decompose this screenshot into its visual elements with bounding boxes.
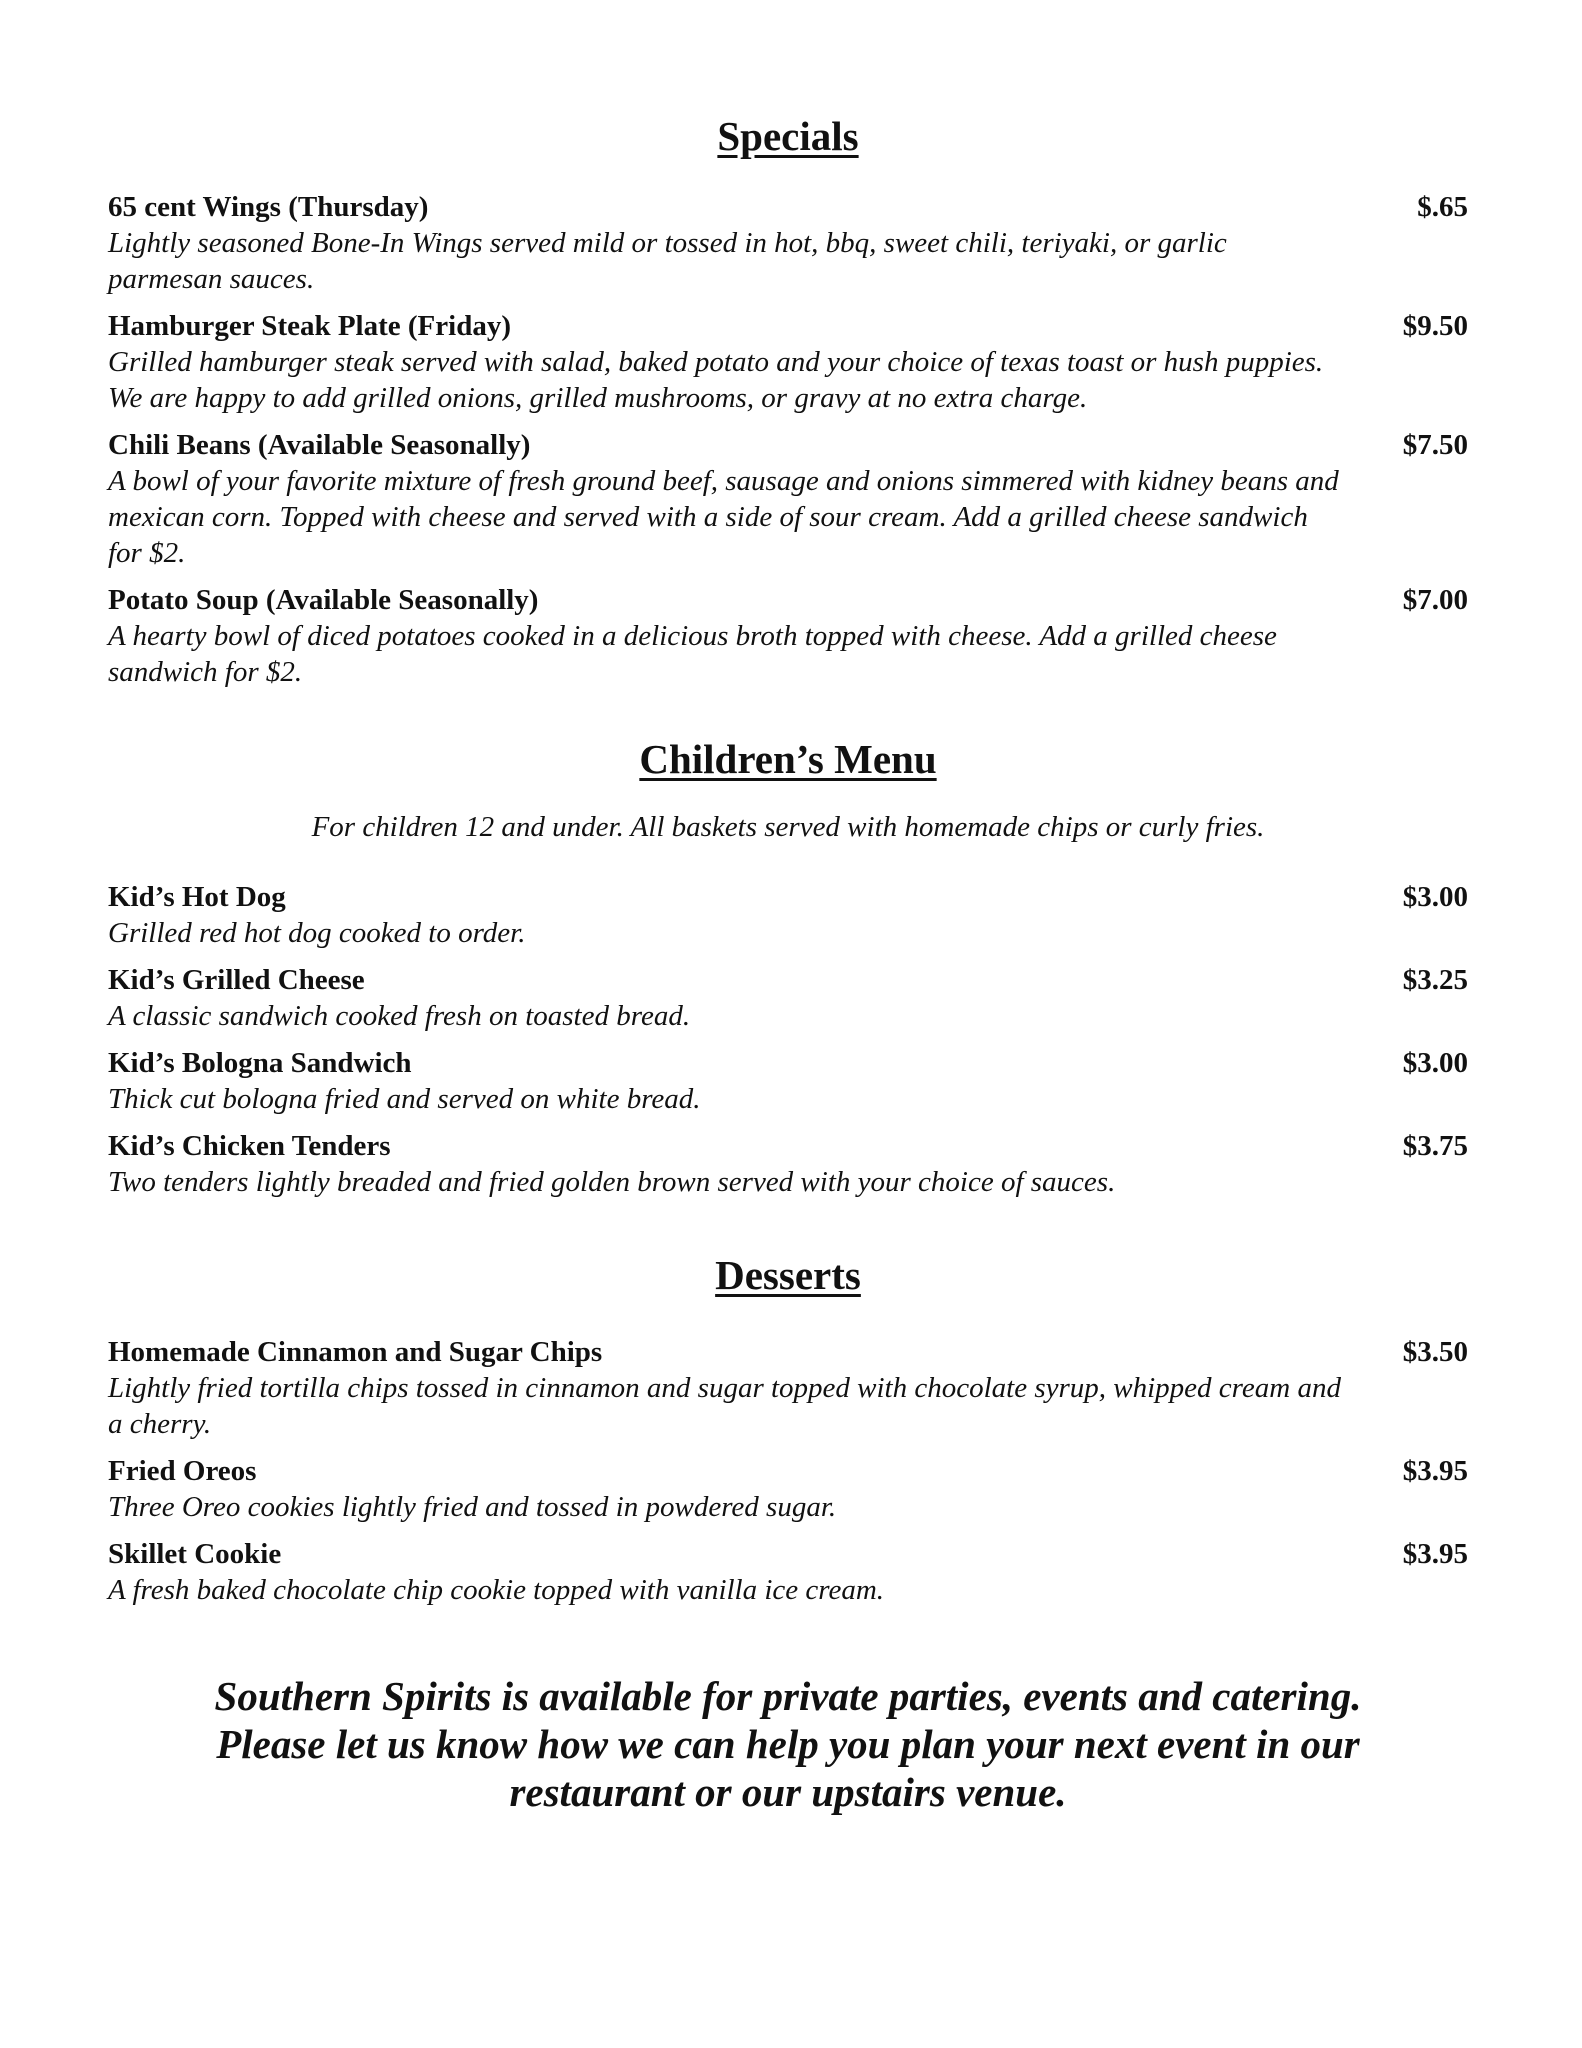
menu-item [108, 1128, 1468, 1200]
item-description: Grilled hamburger steak served with salad, baked potato and your choice of texas toast or hush puppies. We are happy to add grilled onions, grilled mushrooms, or gravy at no extra charge. [108, 346, 1324, 415]
item-price: $3.95 [1402, 1538, 1468, 1571]
item-price: $3.00 [1402, 1047, 1468, 1080]
item-description: Two tenders lightly breaded and fried golden brown served with your choice of sauces. [108, 1166, 1116, 1199]
menu-item [108, 1334, 1468, 1442]
item-name: Kid’s Hot Dog [108, 881, 286, 914]
item-price: $7.00 [1402, 584, 1468, 617]
menu-item [108, 427, 1468, 571]
item-name: Chili Beans (Available Seasonally) [108, 429, 531, 462]
item-price: $3.00 [1402, 881, 1468, 914]
menu-item [108, 582, 1468, 690]
item-name: Homemade Cinnamon and Sugar Chips [108, 1336, 603, 1369]
item-price: $3.75 [1402, 1130, 1468, 1163]
item-name: 65 cent Wings (Thursday) [108, 191, 429, 224]
specials-list [108, 189, 1468, 690]
item-name: Hamburger Steak Plate (Friday) [108, 310, 511, 343]
item-description: A fresh baked chocolate chip cookie topped with vanilla ice cream. [108, 1574, 885, 1607]
item-description: Lightly seasoned Bone-In Wings served mild or tossed in hot, bbq, sweet chili, teriyaki, or garlic parmesan sauces. [108, 227, 1227, 296]
menu-item [108, 308, 1468, 416]
item-price: $9.50 [1402, 310, 1468, 343]
item-description: A bowl of your favorite mixture of fresh ground beef, sausage and onions simmered with kidney beans and mexican corn. Topped with cheese and served with a side of sour cream. Add a grilled cheese sandwich for $2. [108, 465, 1339, 570]
section-title-childrens-menu: Children’s Menu [639, 736, 937, 783]
item-name: Kid’s Grilled Cheese [108, 964, 365, 997]
item-name: Kid’s Chicken Tenders [108, 1130, 391, 1163]
childrens-menu-section [108, 735, 1468, 1200]
menu-page [108, 112, 1468, 1857]
item-price: $7.50 [1402, 429, 1468, 462]
item-name: Kid’s Bologna Sandwich [108, 1047, 412, 1080]
item-description: Three Oreo cookies lightly fried and tossed in powdered sugar. [108, 1491, 837, 1524]
desserts-list [108, 1334, 1468, 1608]
item-price: $3.50 [1402, 1336, 1468, 1369]
item-price: $3.95 [1402, 1455, 1468, 1488]
item-price: $3.25 [1402, 964, 1468, 997]
item-name: Skillet Cookie [108, 1538, 282, 1571]
menu-item [108, 1453, 1468, 1525]
desserts-section [108, 1251, 1468, 1608]
item-price: $.65 [1417, 191, 1468, 224]
item-description: Lightly fried tortilla chips tossed in cinnamon and sugar topped with chocolate syrup, whipped cream and a cherry. [108, 1372, 1341, 1441]
menu-item [108, 1045, 1468, 1117]
item-description: Grilled red hot dog cooked to order. [108, 917, 526, 950]
item-name: Potato Soup (Available Seasonally) [108, 584, 539, 617]
specials-section [108, 112, 1468, 690]
item-description: Thick cut bologna fried and served on white bread. [108, 1083, 701, 1116]
footer-note: Southern Spirits is available for private parties, events and catering. Please let us know how we can help you plan your next event in our restaurant or our upstairs venue. [214, 1673, 1362, 1816]
menu-item [108, 1536, 1468, 1608]
section-title-desserts: Desserts [715, 1252, 861, 1299]
menu-item [108, 962, 1468, 1034]
childrens-menu-list [108, 879, 1468, 1200]
item-name: Fried Oreos [108, 1455, 257, 1488]
menu-item [108, 189, 1468, 297]
section-title-specials: Specials [717, 113, 859, 159]
menu-item [108, 879, 1468, 951]
item-description: A hearty bowl of diced potatoes cooked in a delicious broth topped with cheese. Add a grilled cheese sandwich for $2. [108, 620, 1277, 689]
item-description: A classic sandwich cooked fresh on toasted bread. [108, 1000, 691, 1033]
section-note: For children 12 and under. All baskets served with homemade chips or curly fries. [311, 811, 1265, 844]
